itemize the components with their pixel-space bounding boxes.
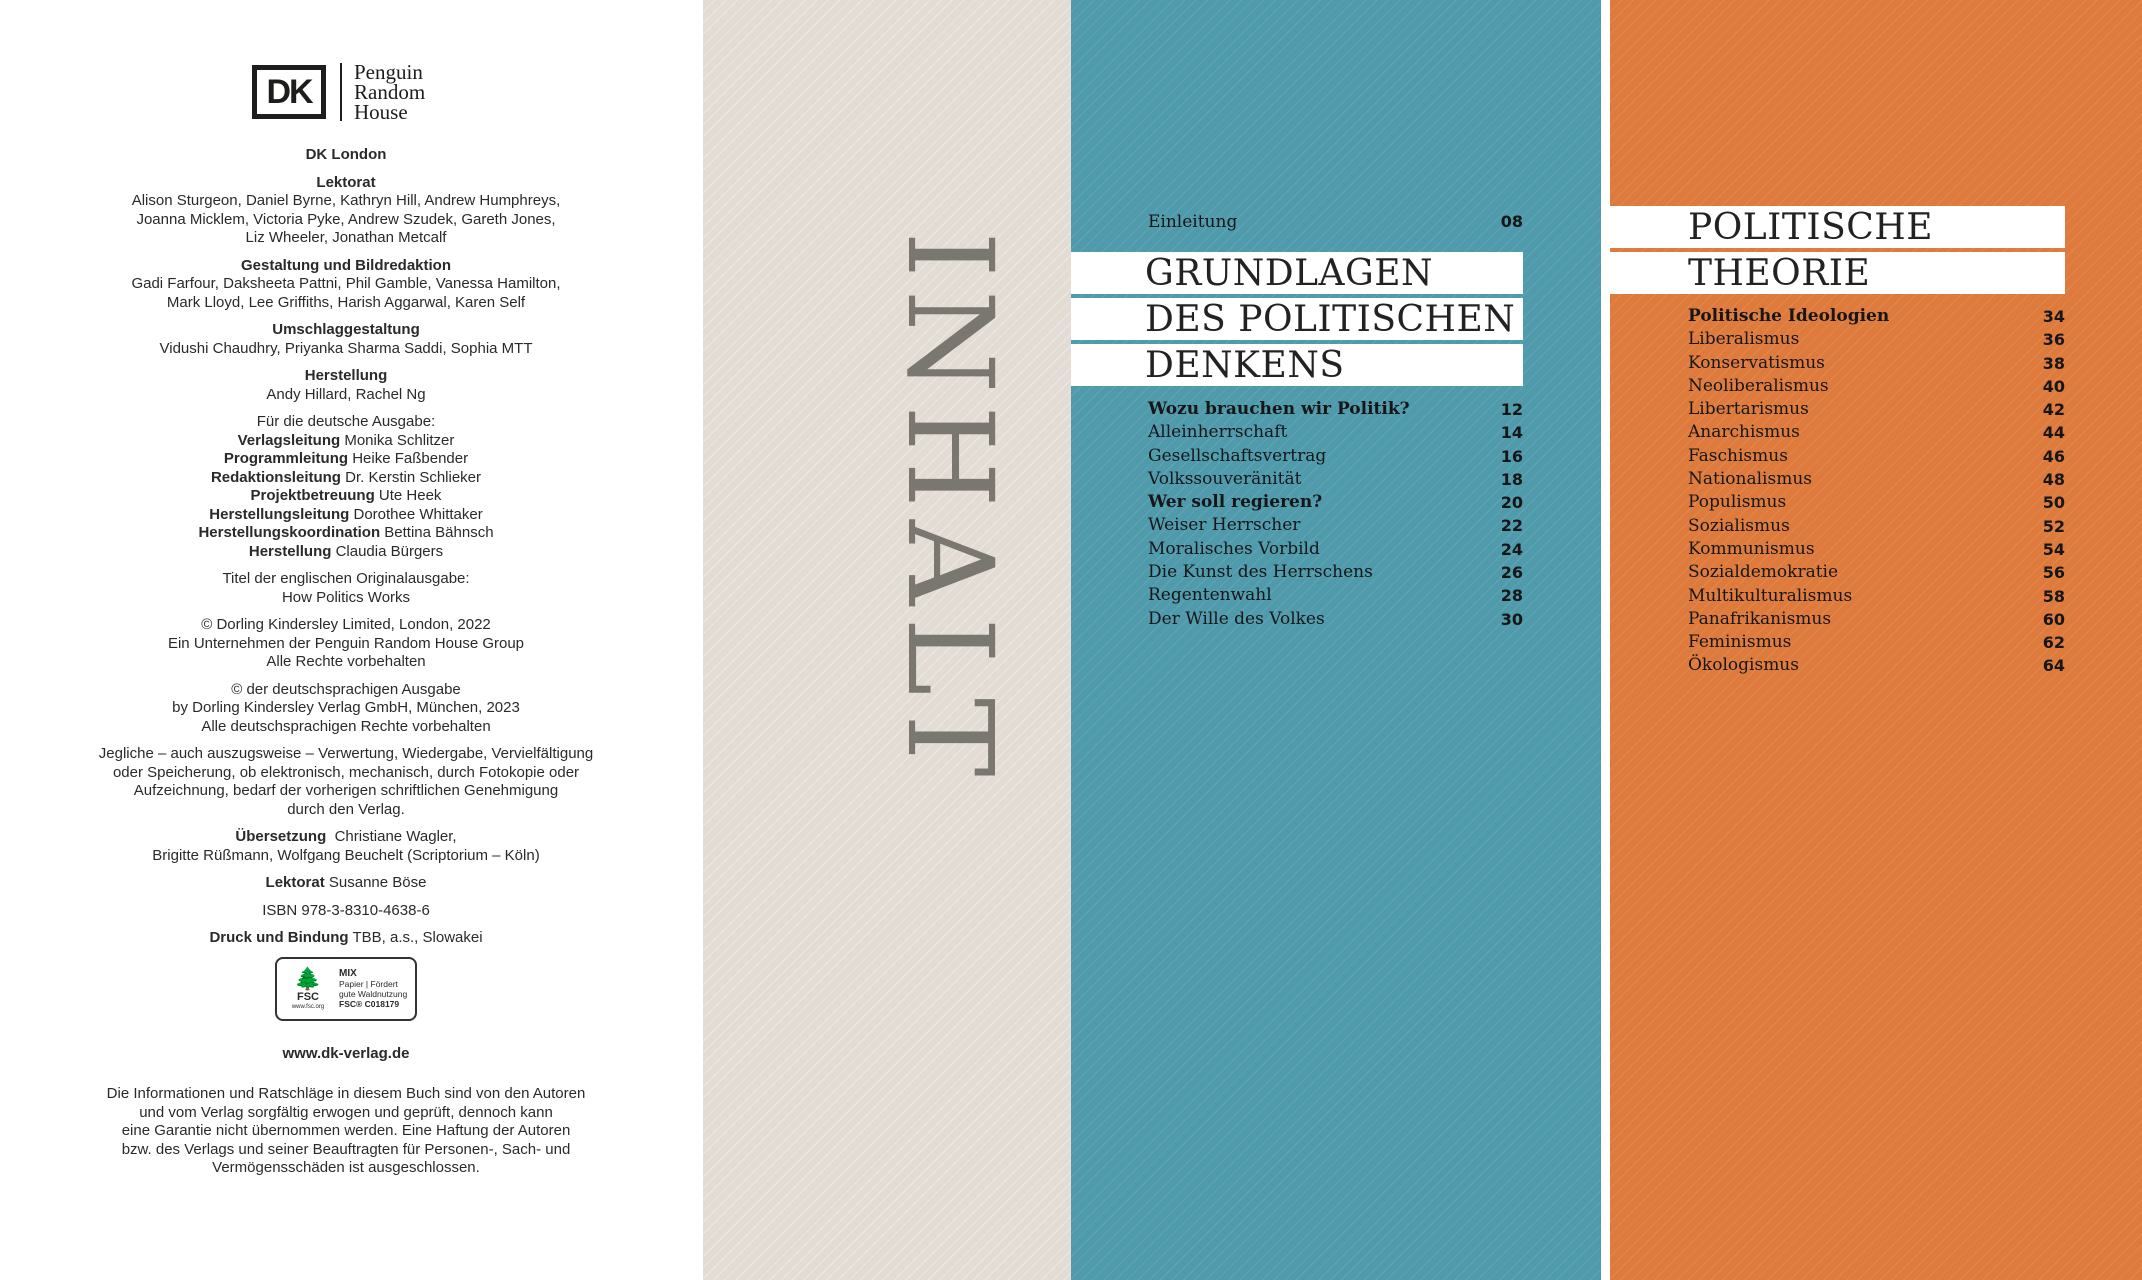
toc-entry-page: 14 — [1500, 423, 1523, 443]
toc-entry-page: 08 — [1500, 212, 1523, 231]
toc-entry-intro[interactable] — [1148, 212, 1523, 232]
chapter2-toc — [1688, 305, 2065, 678]
editorial-block: Lektorat Alison Sturgeon, Daniel Byrne, Kathryn Hill, Andrew Humphreys, Joanna Micklem, Victoria Pyke, Andrew Szudek, Gareth Jones, Liz Wheeler, Jonathan Metcalf — [131, 173, 561, 246]
toc-entry-label: Sozialdemokratie — [1688, 562, 1839, 583]
toc-entry-label: Faschismus — [1688, 445, 1788, 466]
toc-entry-page: 36 — [2042, 330, 2065, 350]
toc-entry[interactable] — [1148, 491, 1523, 514]
toc-entry-label: Feminismus — [1688, 632, 1792, 653]
toc-entry[interactable] — [1688, 445, 2065, 468]
toc-entry-label: Regentenwahl — [1148, 585, 1272, 606]
toc-entry-page: 30 — [1500, 609, 1523, 629]
fsc-badge — [275, 957, 417, 1021]
penguin-random-house-wordmark: Penguin Random House — [354, 60, 426, 124]
translation-block: Übersetzung Christiane Wagler, Brigitte Rüßmann, Wolfgang Beuchelt (Scriptorium – Köln) — [152, 828, 540, 864]
toc-entry[interactable] — [1688, 585, 2065, 608]
chapter1-toc — [1148, 398, 1523, 631]
toc-entry-label: Einleitung — [1148, 212, 1238, 232]
toc-entry[interactable] — [1688, 375, 2065, 398]
toc-entry[interactable] — [1148, 561, 1523, 584]
toc-entry[interactable] — [1688, 515, 2065, 538]
toc-entry-label: Der Wille des Volkes — [1148, 608, 1325, 629]
chapter1-title-line-3: DENKENS — [1071, 344, 1523, 386]
toc-entry-page: 24 — [1500, 539, 1523, 559]
office-block: DK London — [305, 146, 387, 163]
chapter1-title-line-2: DES POLITISCHEN — [1071, 298, 1523, 340]
toc-entry[interactable] — [1148, 538, 1523, 561]
fsc-tree-icon: 🌲 FSC www.fsc.org — [291, 965, 325, 1010]
german-edition-block: Für die deutsche Ausgabe: Verlagsleitung Monika Schlitzer Programmleitung Heike Faßbender Redaktionsleitung Dr. Kerstin Schlieker Projektbetreuung Ute Heek Herstellungsleitung Dorothee Whittaker Herstellungskoordination Bettina Bähnsch Herstellung Claudia Bürgers — [198, 413, 494, 560]
toc-entry-page: 34 — [2042, 307, 2065, 326]
website-block — [80, 1045, 612, 1064]
toc-entry-label: Wozu brauchen wir Politik? — [1148, 399, 1410, 419]
toc-entry[interactable] — [1688, 328, 2065, 351]
toc-entry[interactable] — [1688, 491, 2065, 514]
toc-entry-page: 28 — [1500, 586, 1523, 606]
toc-entry[interactable] — [1688, 421, 2065, 444]
toc-entry-label: Alleinherrschaft — [1148, 422, 1288, 443]
toc-entry[interactable] — [1688, 305, 2065, 328]
website-link: www.dk-verlag.de — [282, 1044, 410, 1062]
toc-entry-label: Multikulturalismus — [1688, 585, 1853, 606]
toc-entry-label: Politische Ideologien — [1688, 306, 1890, 326]
toc-entry-label: Sozialismus — [1688, 515, 1790, 536]
toc-entry-page: 20 — [1500, 493, 1523, 513]
toc-entry[interactable] — [1688, 538, 2065, 561]
chapter2-title-line-1: POLITISCHE — [1610, 206, 2065, 248]
production-block: Herstellung Andy Hillard, Rachel Ng — [266, 367, 426, 403]
toc-entry-label: Weiser Herrscher — [1148, 515, 1301, 536]
toc-entry-page: 40 — [2042, 376, 2065, 396]
toc-entry-page: 58 — [2042, 586, 2065, 606]
toc-entry[interactable] — [1148, 468, 1523, 491]
toc-entry-label: Nationalismus — [1688, 469, 1812, 490]
toc-entry[interactable] — [1148, 608, 1523, 631]
toc-entry-page: 16 — [1500, 446, 1523, 466]
contents-heading: INHALT — [881, 231, 1019, 789]
toc-entry[interactable] — [1688, 654, 2065, 677]
chapter1-title-line-1: GRUNDLAGEN — [1071, 252, 1523, 294]
toc-entry-label: Neoliberalismus — [1688, 375, 1829, 396]
toc-entry-page: 26 — [1500, 563, 1523, 583]
imprint-credits — [80, 146, 612, 1187]
toc-entry-label: Wer soll regieren? — [1148, 492, 1323, 513]
toc-entry-page: 50 — [2042, 493, 2065, 513]
toc-entry-page: 64 — [2042, 656, 2065, 676]
copyedit-block: Lektorat Susanne Böse — [265, 874, 427, 891]
fsc-label: MIX Papier | Fördert gute Waldnutzung FSC® C018179 — [339, 967, 408, 1009]
toc-entry-label: Populismus — [1688, 492, 1787, 513]
chapter2-title-line-2: THEORIE — [1610, 252, 2065, 294]
logo-divider — [340, 63, 342, 121]
toc-entry[interactable] — [1148, 445, 1523, 468]
toc-entry[interactable] — [1688, 398, 2065, 421]
toc-entry-label: Konservatismus — [1688, 352, 1825, 373]
panel-gap — [1601, 0, 1610, 1280]
publisher-logo — [252, 60, 426, 124]
toc-entry[interactable] — [1148, 398, 1523, 421]
isbn: ISBN 978-3-8310-4638-6 — [262, 901, 430, 919]
toc-entry-page: 52 — [2042, 516, 2065, 536]
toc-entry-page: 46 — [2042, 446, 2065, 466]
toc-entry-page: 54 — [2042, 539, 2065, 559]
toc-entry-page: 62 — [2042, 633, 2065, 653]
toc-entry-label: Libertarismus — [1688, 399, 1809, 420]
toc-entry-label: Anarchismus — [1688, 422, 1800, 443]
imprint-page — [0, 0, 703, 1280]
toc-entry-page: 38 — [2042, 353, 2065, 373]
toc-entry[interactable] — [1148, 514, 1523, 537]
toc-entry-page: 18 — [1500, 469, 1523, 489]
toc-entry[interactable] — [1148, 421, 1523, 444]
toc-entry[interactable] — [1688, 352, 2065, 375]
toc-entry-page: 48 — [2042, 470, 2065, 490]
cover-block: Umschlaggestaltung Vidushi Chaudhry, Priyanka Sharma Saddi, Sophia MTT — [159, 321, 533, 357]
dk-logo-mark: DK — [252, 65, 326, 119]
toc-entry-page: 44 — [2042, 423, 2065, 443]
toc-entry-page: 60 — [2042, 609, 2065, 629]
toc-entry-page: 12 — [1500, 400, 1523, 419]
original-title-block: Titel der englischen Originalausgabe: How Politics Works — [222, 570, 470, 606]
toc-entry-page: 42 — [2042, 400, 2065, 420]
toc-entry[interactable] — [1688, 631, 2065, 654]
disclaimer: Die Informationen und Ratschläge in diesem Buch sind von den Autoren und vom Verlag sorgfältig erwogen und geprüft, dennoch kann eine Garantie nicht übernommen werden. Eine Haftung der Autoren bzw. des Verlags und seiner Beauftragten für Personen-, Sach- und Vermögensschäden ist ausgeschlossen. — [106, 1085, 586, 1176]
design-block: Gestaltung und Bildredaktion Gadi Farfour, Daksheeta Pattni, Phil Gamble, Vanessa Hamilton, Mark Lloyd, Lee Griffiths, Harish Aggarwal, Karen Self — [131, 256, 561, 311]
rights-notice: Jegliche – auch auszugsweise – Verwertung, Wiedergabe, Vervielfältigung oder Speicherung, ob elektronisch, mechanisch, durch Fotokopie oder Aufzeichnung, bedarf der vorherigen schriftlichen Genehmigung durch den Verlag. — [98, 745, 594, 818]
toc-entry-label: Kommunismus — [1688, 538, 1815, 559]
toc-entry[interactable] — [1688, 608, 2065, 631]
toc-entry-label: Volkssouveränität — [1148, 468, 1302, 489]
toc-entry[interactable] — [1688, 561, 2065, 584]
toc-entry-page: 56 — [2042, 563, 2065, 583]
copyright-german-block: © der deutschsprachigen Ausgabe by Dorling Kindersley Verlag GmbH, München, 2023 Alle deutschsprachigen Rechte vorbehalten — [172, 680, 520, 735]
print-block: Druck und Bindung TBB, a.s., Slowakei — [209, 929, 483, 946]
toc-entry-page: 22 — [1500, 516, 1523, 536]
copyright-original-block: © Dorling Kindersley Limited, London, 2022 Ein Unternehmen der Penguin Random House Group Alle Rechte vorbehalten — [167, 616, 525, 670]
toc-entry-label: Gesellschaftsvertrag — [1148, 445, 1327, 466]
toc-entry-label: Ökologismus — [1688, 655, 1799, 676]
toc-entry[interactable] — [1688, 468, 2065, 491]
toc-entry-label: Panafrikanismus — [1688, 608, 1832, 629]
toc-entry[interactable] — [1148, 584, 1523, 607]
toc-entry-label: Liberalismus — [1688, 329, 1800, 350]
toc-entry-label: Die Kunst des Herrschens — [1148, 562, 1373, 583]
chapter1-panel — [1071, 0, 1601, 1280]
toc-entry-label: Moralisches Vorbild — [1148, 538, 1320, 559]
